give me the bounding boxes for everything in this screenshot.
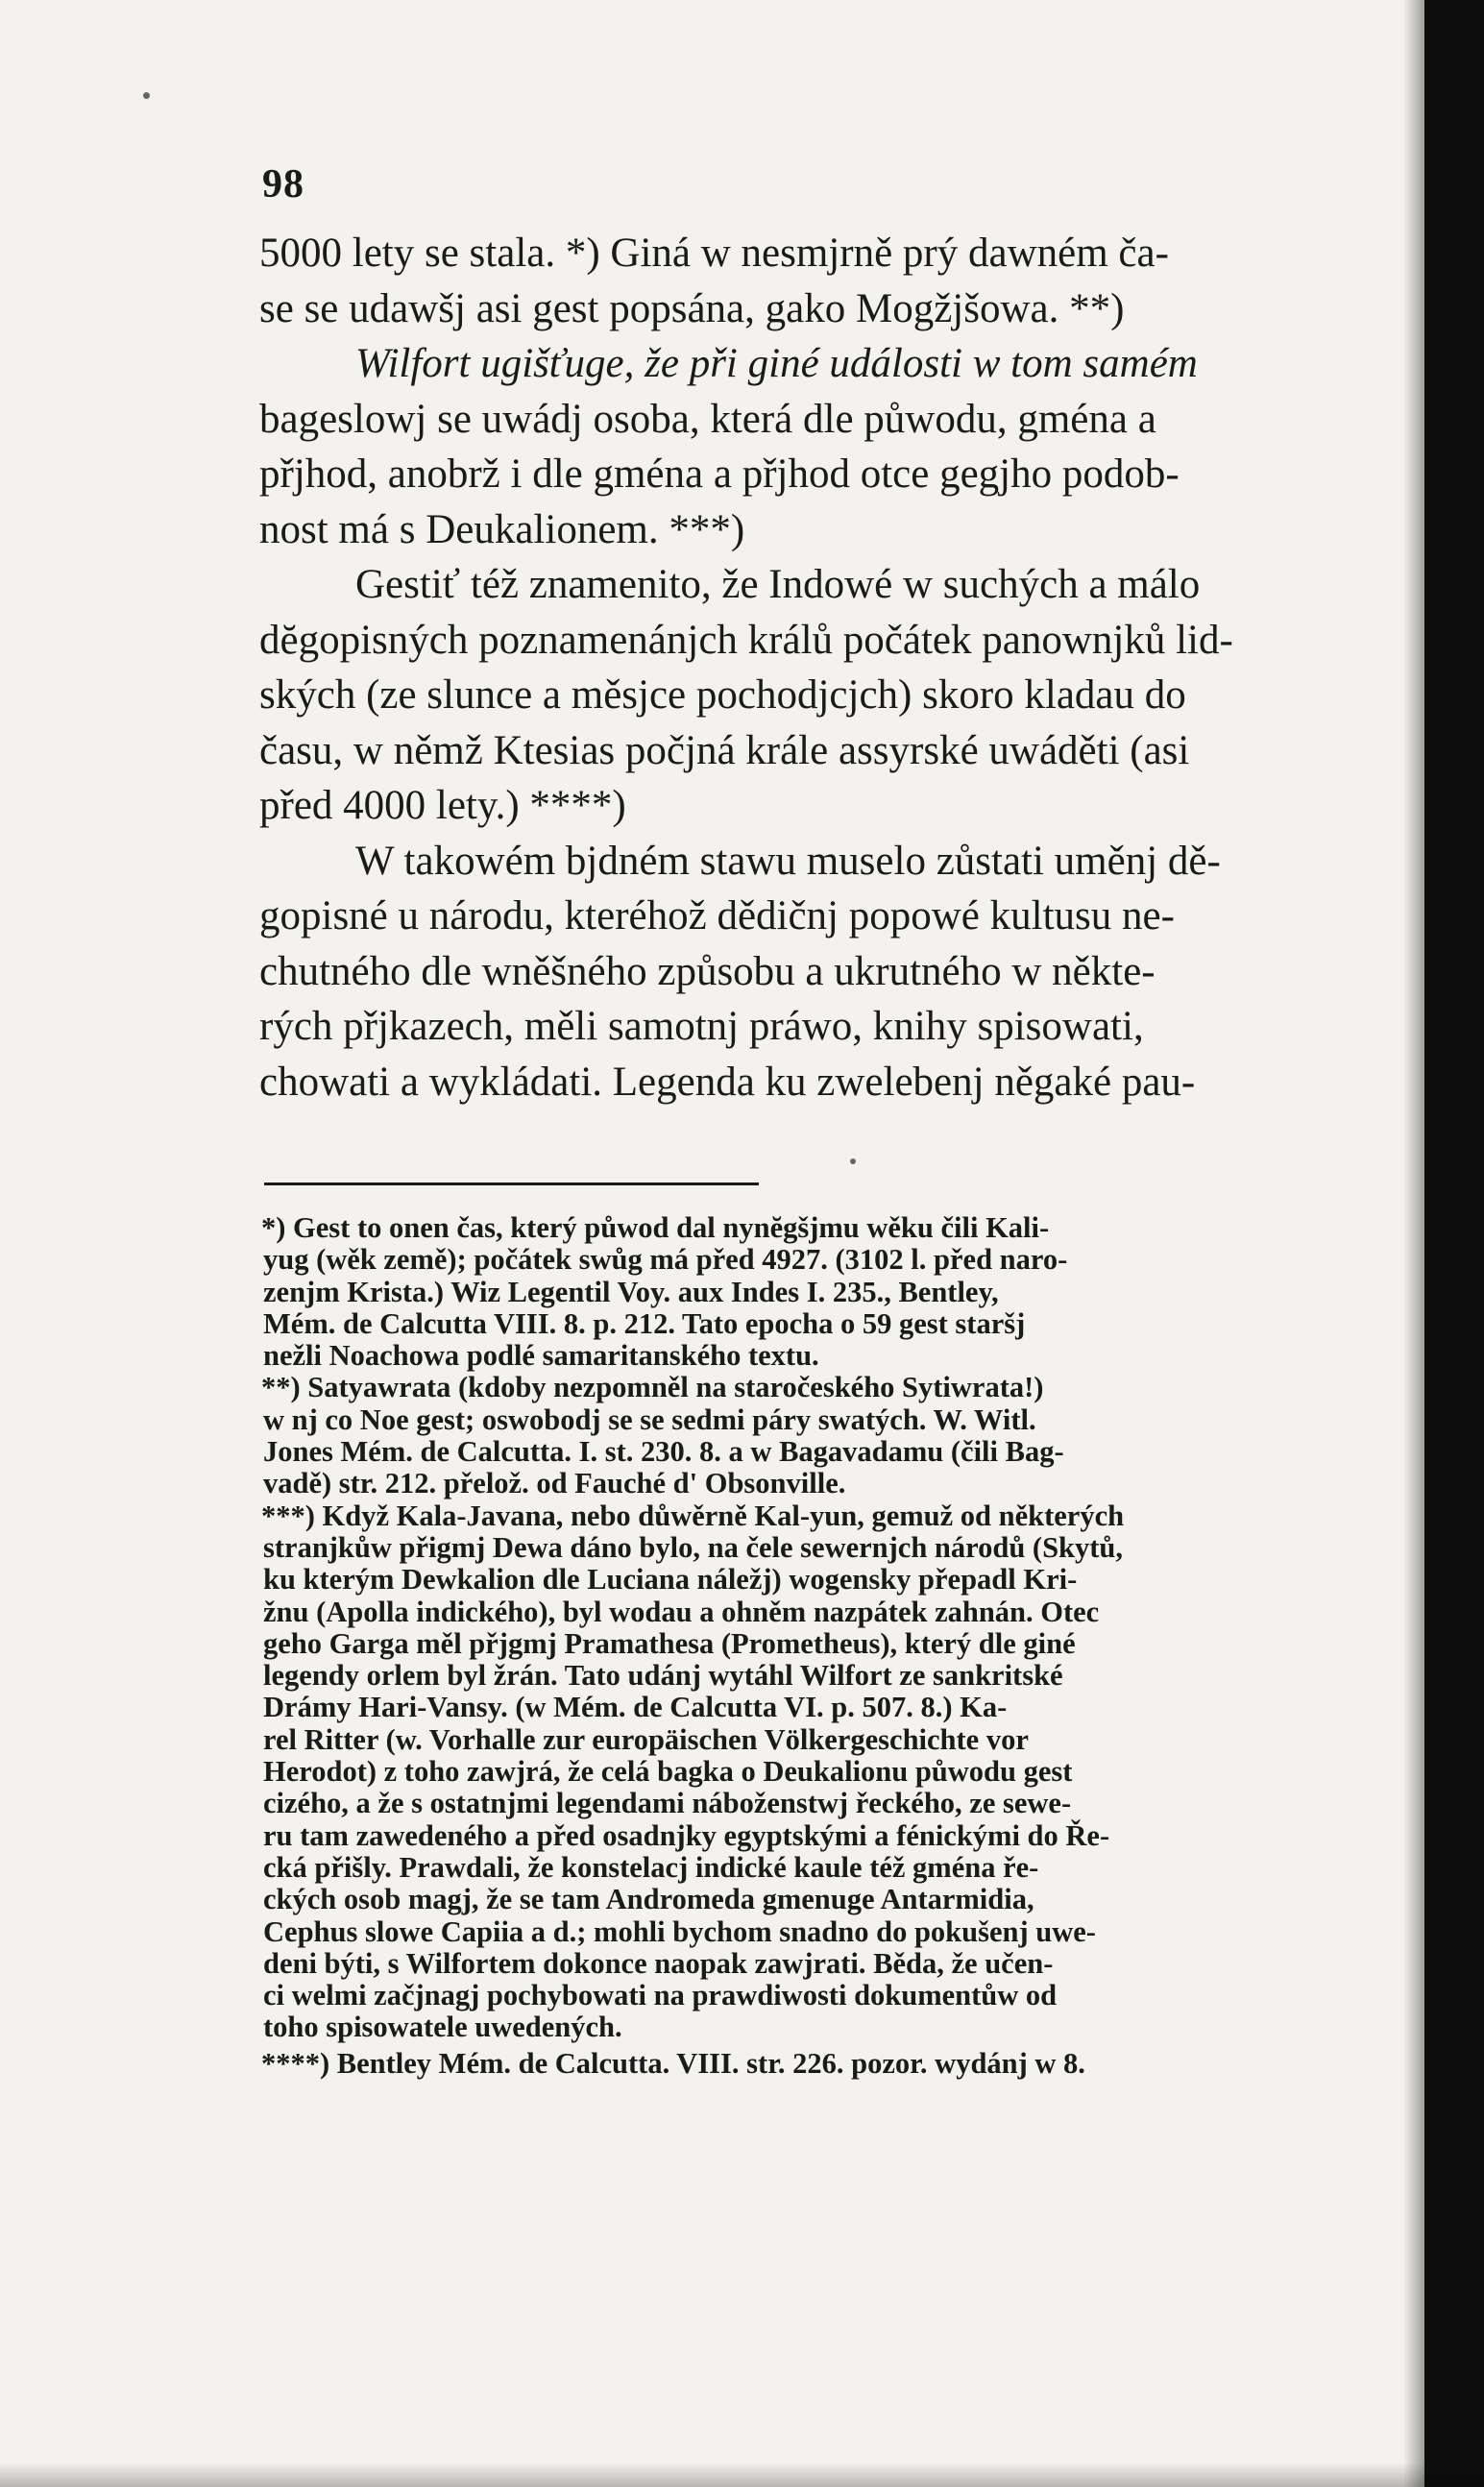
text-line: nost má s Deukalionem. ***) (259, 506, 745, 552)
footnote-line: ***) Když Kala-Javana, nebo důwěrně Kal-yun, gemuž od některých (261, 1499, 1125, 1532)
footnote-line: nežli Noachowa podlé samaritanského textu. (263, 1339, 819, 1373)
footnote-line: stranjkůw přigmj Dewa dáno bylo, na čele sewernjch národů (Skytů, (263, 1530, 1123, 1564)
footnote-line: yug (wěk země); počátek swůg má před 4927. (3102 l. před naro- (263, 1243, 1068, 1277)
text-line: Wilfort ugišťuge, že při giné události w tom samém (355, 341, 1198, 386)
footnote-line: legendy orlem byl žrán. Tato udánj wytáhl Wilfort ze sankritské (263, 1659, 1063, 1693)
text-line: bageslowj se uwádj osoba, která dle půwodu, gména a (259, 396, 1156, 442)
page-number: 98 (262, 162, 304, 207)
text-line: chutného dle wněšného způsobu a ukrutného w někte- (259, 948, 1156, 994)
footnote-line: w nj co Noe gest; oswobodj se se sedmi páry swatých. W. Witl. (263, 1402, 1036, 1436)
footnote-line: ci welmi začjnagj pochybowati na prawdiwosti dokumentůw od (263, 1979, 1058, 2012)
footnote-line: žnu (Apolla indického), byl wodau a ohněm nazpátek zahnán. Otec (263, 1595, 1100, 1628)
footnote-4 (261, 2048, 1414, 2080)
scan-speck (143, 92, 150, 99)
footnote-line: Drámy Hari-Vansy. (w Mém. de Calcutta VI. p. 507. 8.) Ka- (263, 1691, 1008, 1724)
text-line: ských (ze slunce a měsjce pochodjcjch) skoro kladau do (259, 672, 1186, 718)
text-line: před 4000 lety.) ****) (259, 783, 626, 828)
paragraph (259, 226, 1412, 557)
text-line: 5000 lety se stala. *) Giná w nesmjrně prý dawném ča- (259, 231, 1169, 276)
main-text (259, 226, 1412, 1109)
text-line: rých přjkazech, měli samotnj práwo, knihy spisowati, (259, 1004, 1144, 1049)
paragraph (259, 557, 1412, 834)
scan-border (1424, 0, 1484, 2487)
footnote-line: *) Gest to onen čas, který půwod dal nynĕgšjmu wěku čili Kali- (261, 1211, 1050, 1244)
scan-speck (850, 1158, 856, 1164)
text-line: W takowém bjdném stawu muselo zůstati uměnj dě- (355, 838, 1221, 884)
paragraph (259, 834, 1412, 1110)
footnote-line: toho spisowatele uwedených. (263, 2011, 622, 2044)
footnote-line: vadě) str. 212. přelož. od Fauché d' Obsonville. (263, 1467, 846, 1500)
text-line: dĕgopisných poznamenánjch králů počátek panownjků lid- (259, 617, 1233, 663)
footnote-line: zenjm Krista.) Wiz Legentil Voy. aux Indes I. 235., Bentley, (263, 1275, 999, 1308)
footnote-line: deni býti, s Wilfortem dokonce naopak zawjrati. Běda, že učen- (263, 1946, 1054, 1980)
footnote-line: Cephus slowe Capiia a d.; mohli bychom snadno do pokušenj uwe- (263, 1914, 1096, 1948)
text-line: času, w němž Ktesias počjná krále assyrské uwáděti (asi (259, 727, 1190, 773)
footnote-3 (261, 1500, 1414, 2044)
text-line: Gestiť též znamenito, že Indowé w suchých a málo (355, 562, 1201, 607)
text-line: přjhod, anobrž i dle gména a přjhod otce gegjho podob- (259, 451, 1180, 497)
footnote-line: rel Ritter (w. Vorhalle zur europäischen Völkergeschichte vor (263, 1722, 1029, 1756)
text-line: se se udawšj asi gest popsána, gako Mogžjšowa. **) (259, 285, 1125, 331)
footnote-line: ckých osob magj, že se tam Andromeda gmenuge Antarmidia, (263, 1883, 1034, 1916)
footnote-line: ru tam zawedeného a před osadnjky egyptskými a fénickými do Ře- (263, 1818, 1110, 1852)
footnote-line: **) Satyawrata (kdoby nezpomněl na staročeského Sytiwrata!) (261, 1371, 1044, 1404)
footnotes (261, 1212, 1414, 2080)
footnote-line: Herodot) z toho zawjrá, že celá bagka o Deukalionu půwodu gest (263, 1755, 1073, 1789)
footnote-2 (261, 1372, 1414, 1500)
footnote-line: ****) Bentley Mém. de Calcutta. VIII. str. 226. pozor. wydánj w 8. (261, 2046, 1085, 2080)
footnote-line: Mém. de Calcutta VIII. 8. p. 212. Tato epocha o 59 gest staršj (263, 1306, 1026, 1340)
footnote-1 (261, 1212, 1414, 1372)
footnote-line: cizého, a že s ostatnjmi legendami náboženstwj řeckého, ze sewe- (263, 1787, 1072, 1820)
footnote-line: ku kterým Dewkalion dle Luciana náležj) wogensky přepadl Kri- (263, 1563, 1078, 1597)
footnote-line: geho Garga měl přjgmj Pramathesa (Prometheus), který dle giné (263, 1626, 1076, 1660)
text-line: chowati a wykládati. Legenda ku zwelebenj něgaké pau- (259, 1059, 1196, 1105)
footnote-line: Jones Mém. de Calcutta. I. st. 230. 8. a w Bagavadamu (čili Bag- (263, 1435, 1064, 1469)
footnote-line: cká přišly. Prawdali, že konstelacj indické kaule též gména ře- (263, 1850, 1039, 1884)
text-line: gopisné u národu, kteréhož dědičnj popowé kultusu ne- (259, 893, 1175, 939)
page-bottom-shadow (0, 2462, 1484, 2487)
footnote-divider (264, 1183, 759, 1185)
